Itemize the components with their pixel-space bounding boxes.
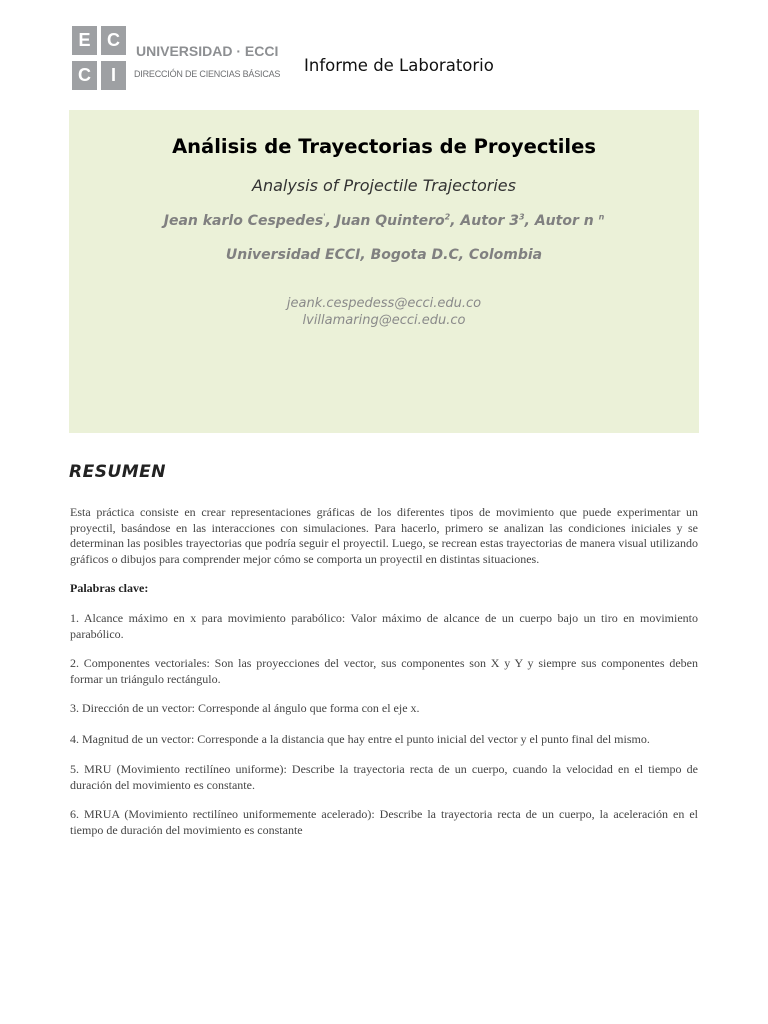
logo-department: DIRECCIÓN DE CIENCIAS BÁSICAS [134,69,281,79]
author-name: Jean karlo Cespedes [163,213,324,229]
report-type: Informe de Laboratorio [304,56,494,75]
logo-cell: I [101,61,126,90]
author-name: Autor n [534,213,594,229]
author-mark: 2 [444,212,451,222]
logo-grid-icon [72,26,128,92]
keyword-item: 4. Magnitud de un vector: Corresponde a la distancia que hay entre el punto inicial del vector y el punto final del mismo. [70,732,650,746]
keyword-item: 2. Componentes vectoriales: Son las proyecciones del vector, sus componentes son X y Y y siempre sus componentes deben formar un triángulo rectángulo. [70,656,698,686]
title-block [69,110,699,433]
logo-cell: C [72,61,97,90]
keywords-label: Palabras clave: [70,581,149,595]
author-email: lvillamaring@ecci.edu.co [302,313,466,328]
university-logo [70,24,285,94]
keyword-item: 1. Alcance máximo en x para movimiento parabólico: Valor máximo de alcance de un cuerpo bajo un tiro en movimiento parabólico. [70,611,698,641]
author-mark: ' [323,212,326,222]
author-name: Juan Quintero [335,213,445,229]
author-mark: n [598,212,605,222]
logo-cell: C [101,26,126,55]
author-mark: 3 [519,212,525,222]
paper-subtitle: Analysis of Projectile Trajectories [252,176,516,195]
paper-title: Análisis de Trayectorias de Proyectiles [172,135,596,158]
logo-cell: E [72,26,97,55]
keyword-item: 5. MRU (Movimiento rectilíneo uniforme): Describe la trayectoria recta de un cuerpo, cuando la velocidad en el tiempo de duración del movimiento es constante. [70,762,698,792]
author-email: jeank.cespedess@ecci.edu.co [286,296,482,311]
page-header [70,24,530,94]
abstract-heading: RESUMEN [69,462,167,482]
keyword-item: 3. Dirección de un vector: Corresponde al ángulo que forma con el eje x. [70,701,420,715]
affiliation: Universidad ECCI, Bogota D.C, Colombia [225,247,543,263]
author-list: Jean karlo Cespedes', Juan Quintero$^2$, Autor $3^3$, Autor n $^n$ [163,212,605,229]
abstract-text: Esta práctica consiste en crear representaciones gráficas de los diferentes tipos de movimiento que puede experimentar un proyectil, basándose en las interacciones con simulaciones. Para hacerlo, primero se analizan las condiciones iniciales y se determinan las posibles trayectorias que podría seguir el proyectil. Luego, se recrean estas trayectorias de manera visual utilizando gráficos o dibujos para comprender mejor cómo se comporta un proyectil en distintas situaciones. [70,505,698,566]
logo-university-name: UNIVERSIDAD · ECCI [136,43,279,59]
author-name: Autor 3 [460,213,520,229]
keyword-item: 6. MRUA (Movimiento rectilíneo uniformemente acelerado): Describe la trayectoria recta de un cuerpo, la aceleración en el tiempo de duración del movimiento es constante [70,807,698,837]
